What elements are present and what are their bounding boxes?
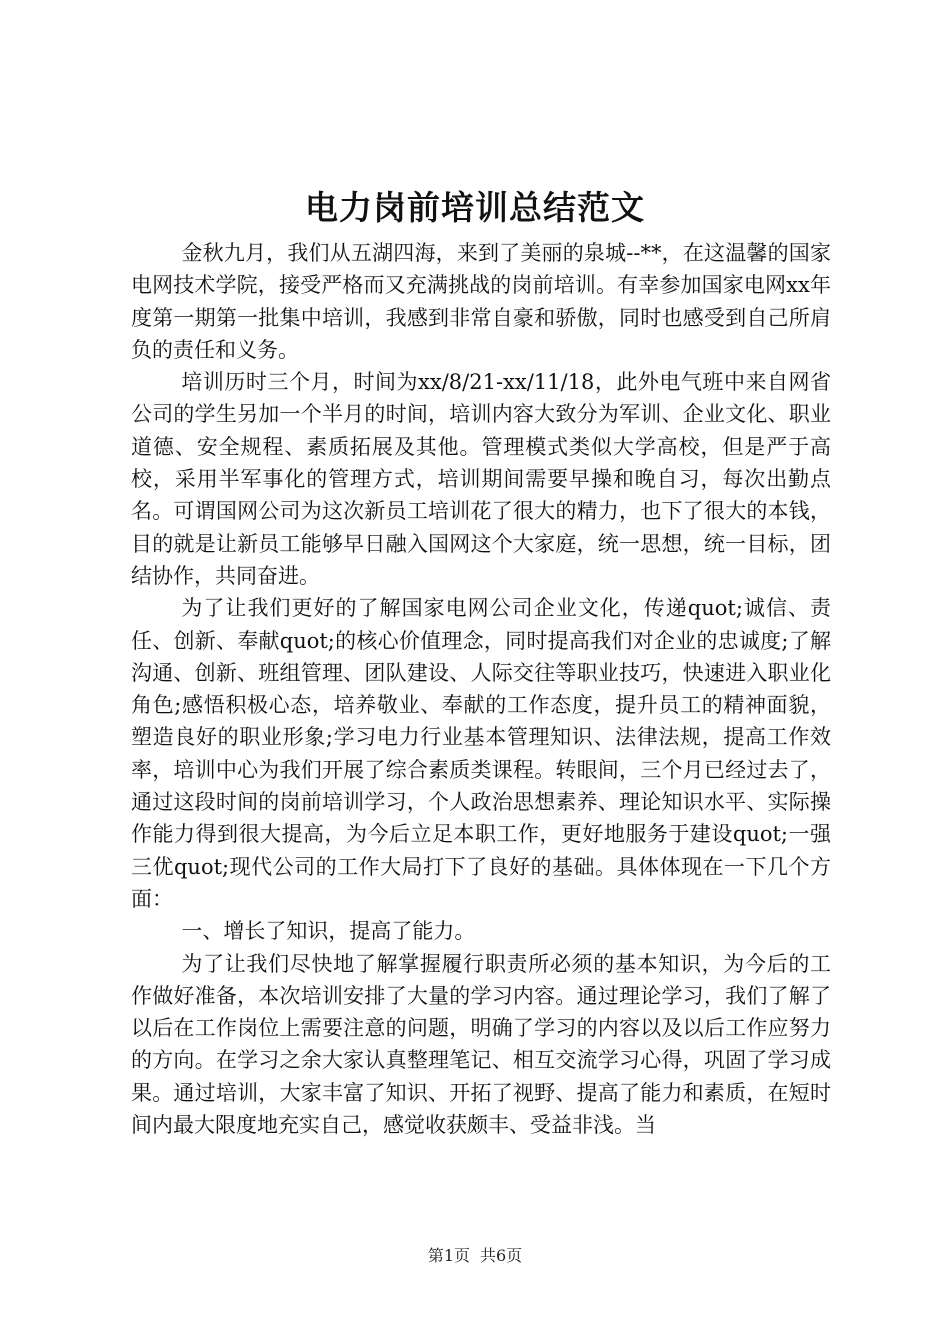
document-body: [131, 237, 831, 1141]
paragraph-training-overview: 培训历时三个月，时间为xx/8/21-xx/11/18，此外电气班中来自网省公司的学生另加一个半月的时间，培训内容大致分为军训、企业文化、职业道德、安全规程、素质拓展及其他。管理模式类似大学高校，但是严于高校，采用半军事化的管理方式，培训期间需要早操和晚自习，每次出勤点名。可谓国网公司为这次新员工培训花了很大的精力，也下了很大的本钱，目的就是让新员工能够早日融入国网这个大家庭，统一思想，统一目标，团结协作，共同奋进。: [131, 370, 831, 588]
paragraph-corporate-culture: 为了让我们更好的了解国家电网公司企业文化，传递quot;诚信、责任、创新、奉献quot;的核心价值理念，同时提高我们对企业的忠诚度;了解沟通、创新、班组管理、团队建设、人际交往等职业技巧，快速进入职业化角色;感悟积极心态，培养敬业、奉献的工作态度，提升员工的精神面貌，塑造良好的职业形象;学习电力行业基本管理知识、法律法规，提高工作效率，培训中心为我们开展了综合素质类课程。转眼间，三个月已经过去了，通过这段时间的岗前培训学习，个人政治思想素养、理论知识水平、实际操作能力得到很大提高，为今后立足本职工作，更好地服务于建设quot;一强三优quot;现代公司的工作大局打下了良好的基础。具体体现在一下几个方面：: [131, 596, 831, 911]
page-total: 共6页: [480, 1246, 523, 1265]
paragraph-intro: 金秋九月，我们从五湖四海，来到了美丽的泉城--**，在这温馨的国家电网技术学院，接受严格而又充满挑战的岗前培训。有幸参加国家电网xx年度第一期第一批集中培训，我感到非常自豪和骄傲，同时也感受到自己所肩负的责任和义务。: [131, 241, 831, 362]
page-number: 第1页: [427, 1246, 470, 1265]
paragraph-knowledge: 为了让我们尽快地了解掌握履行职责所必须的基本知识，为今后的工作做好准备，本次培训安排了大量的学习内容。通过理论学习，我们了解了以后在工作岗位上需要注意的问题，明确了学习的内容以及以后工作应努力的方向。在学习之余大家认真整理笔记、相互交流学习心得，巩固了学习成果。通过培训，大家丰富了知识、开拓了视野、提高了能力和素质，在短时间内最大限度地充实自己，感觉收获颇丰、受益非浅。当: [131, 951, 831, 1138]
page-footer: [0, 1245, 950, 1267]
section-heading-knowledge: 一、增长了知识，提高了能力。: [181, 919, 476, 944]
document-title: 电力岗前培训总结范文: [305, 188, 645, 227]
